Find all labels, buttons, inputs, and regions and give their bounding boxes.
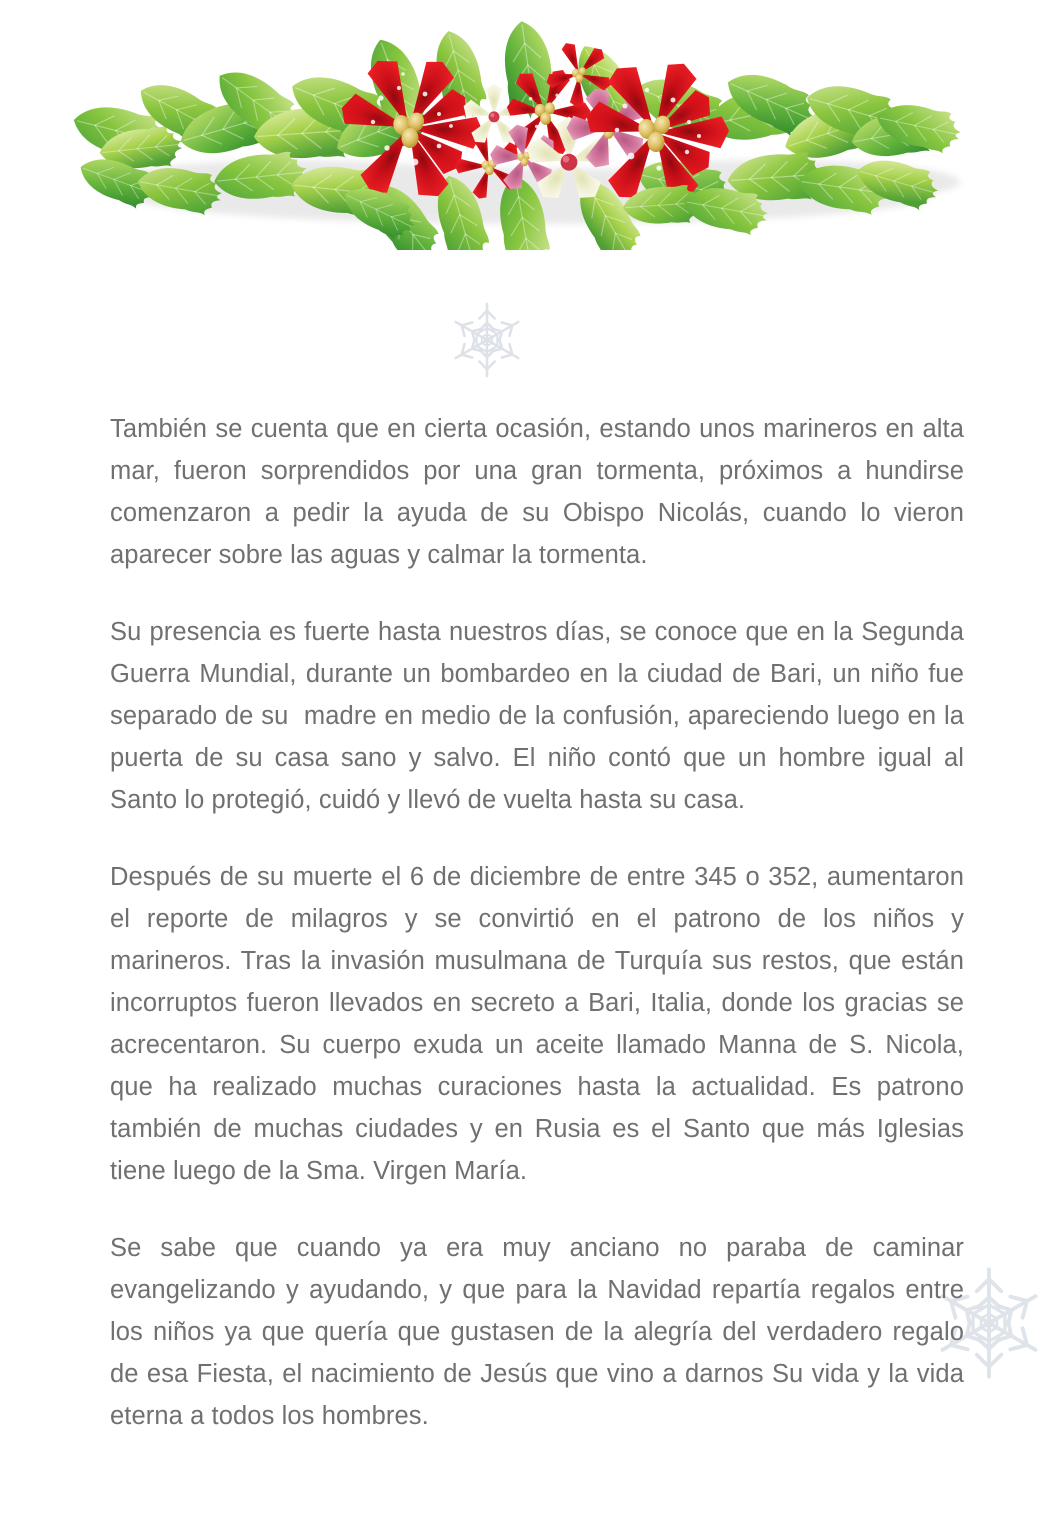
snowflake-icon-top [444, 297, 530, 383]
paragraph-3: Después de su muerte el 6 de diciembre de entre 345 o 352, aumentaron el reporte de milagros y se convirtió en el patrono de los niños y marineros. Tras la invasión musulmana de Turquía sus restos, que están incorruptos fueron llevados en secreto a Bari, Italia, donde los gracias se acrecentaron. Su cuerpo exuda un aceite llamado Manna de S. Nicola, que ha realizado muchas curaciones hasta la actualidad. Es patrono también de muchas ciudades y en Rusia es el Santo que más Iglesias tiene luego de la Sma. Virgen María. [110, 863, 972, 1185]
document-body [110, 408, 972, 1437]
garland-illustration [0, 0, 1063, 250]
paragraph-4: Se sabe que cuando ya era muy anciano no paraba de caminar evangelizando y ayudando, y que para la Navidad repartía regalos entre los niños ya que quería que gustasen de la alegría del verdadero regalo de esa Fiesta, el nacimiento de Jesús que vino a darnos Su vida y la vida eterna a todos los hombres. [110, 1234, 972, 1430]
paragraph-2: Su presencia es fuerte hasta nuestros días, se conoce que en la Segunda Guerra Mundial, durante un bombardeo en la ciudad de Bari, un niño fue separado de su madre en medio de la confusión, apareciendo luego en la puerta de su casa sano y salvo. El niño contó que un hombre igual al Santo lo protegió, cuidó y llevó de vuelta hasta su casa. [110, 618, 972, 814]
header-garland [0, 0, 1063, 250]
paragraph-1: También se cuenta que en cierta ocasión, estando unos marineros en alta mar, fueron sorprendidos por una gran tormenta, próximos a hundirse comenzaron a pedir la ayuda de su Obispo Nicolás, cuando lo vieron aparecer sobre las aguas y calmar la tormenta. [110, 415, 972, 569]
